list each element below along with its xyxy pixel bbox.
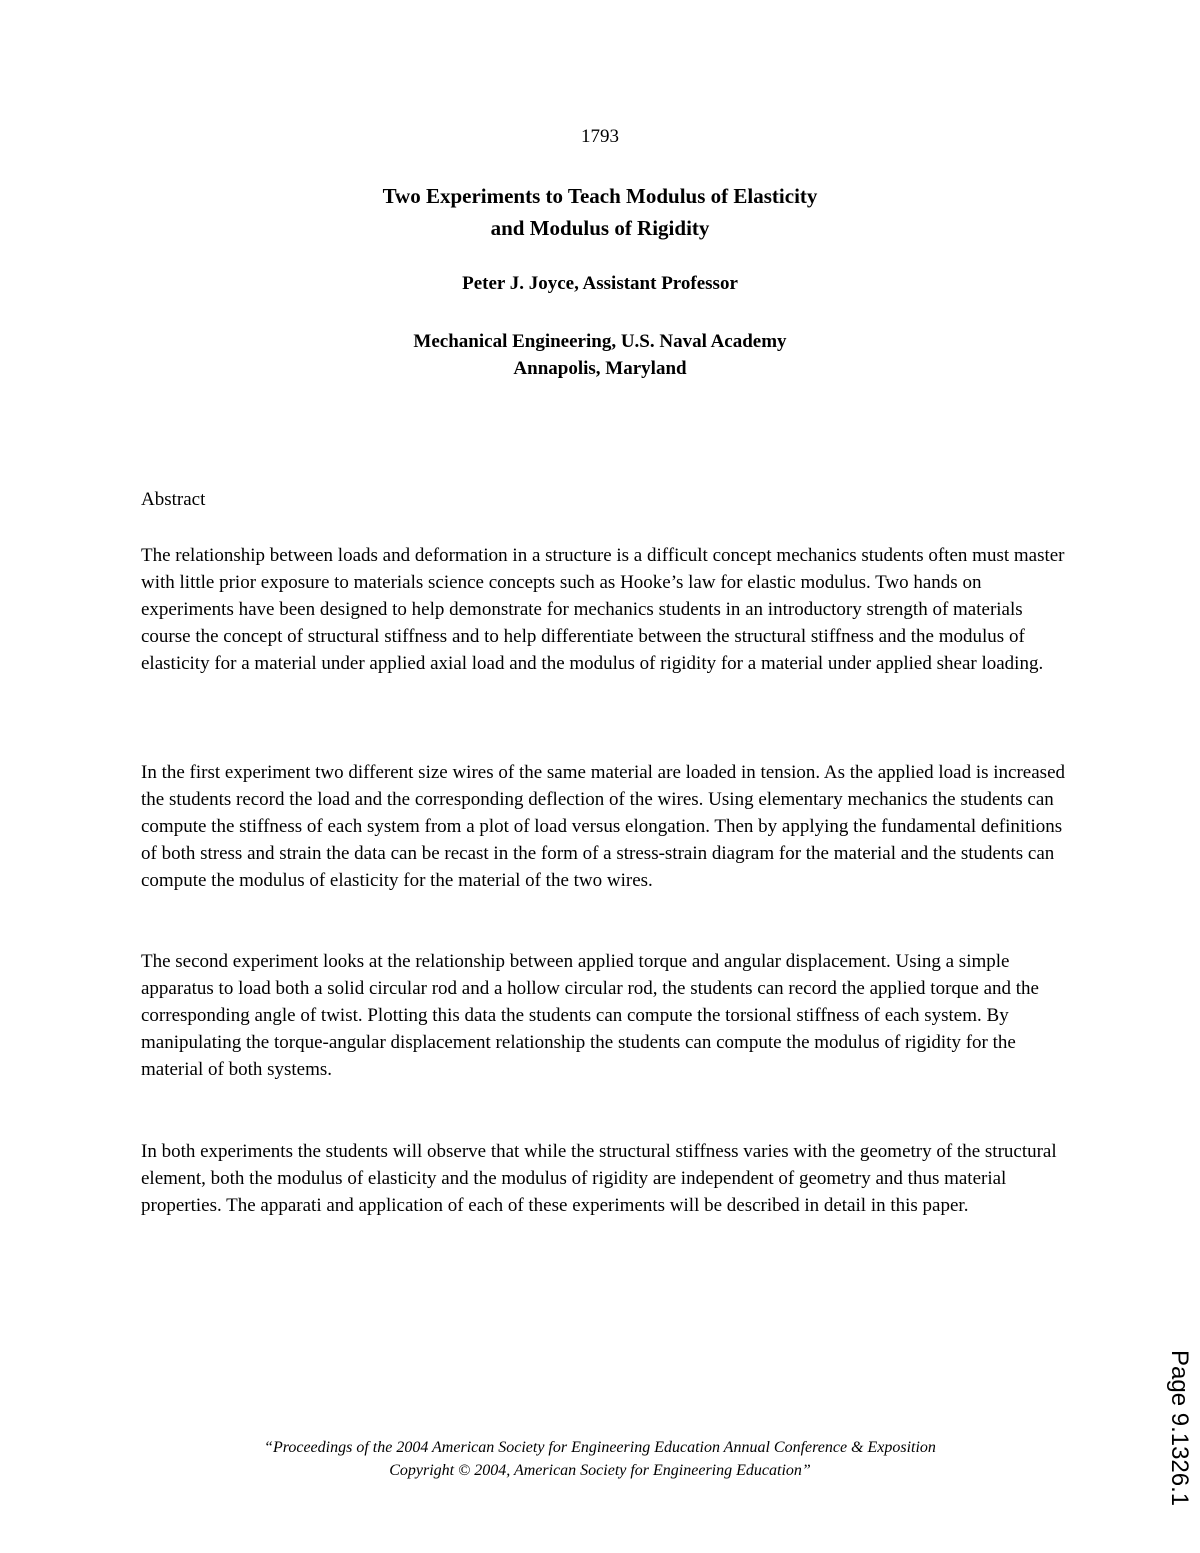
abstract-paragraph-2: In the first experiment two different size wires of the same material are loaded in tension. As the applied load is increased the students record the load and the corresponding deflection of the wires. Using elementary mechanics the students can compute the stiffness of each system from a plot of load versus elongation. Then by applying the fundamental definitions of both stress and strain the data can be recast in the form of a stress-strain diagram for the material and the students can compute the modulus of elasticity for the material of the two wires. bbox=[141, 762, 1066, 891]
abstract-heading: Abstract bbox=[141, 489, 206, 510]
proceedings-footer bbox=[0, 1436, 1200, 1482]
paper-title bbox=[0, 180, 1200, 244]
affiliation bbox=[0, 328, 1200, 382]
author-line: Peter J. Joyce, Assistant Professor bbox=[462, 273, 738, 294]
footer-copyright-line: Copyright © 2004, American Society for Engineering Education” bbox=[389, 1462, 811, 1479]
abstract-paragraph-1: The relationship between loads and deformation in a structure is a difficult concept mechanics students often must master with little prior exposure to materials science concepts such as Hooke’s law for elastic modulus. Two hands on experiments have been designed to help demonstrate for mechanics students in an introductory strength of materials course the concept of structural stiffness and to help differentiate between the structural stiffness and the modulus of elasticity for a material under applied axial load and the modulus of rigidity for a material under applied shear loading. bbox=[141, 545, 1065, 674]
side-page-stamp-text: Page 9.1326.1 bbox=[1166, 1350, 1193, 1507]
page-number: 1793 bbox=[581, 126, 619, 147]
affiliation-location: Annapolis, Maryland bbox=[513, 358, 687, 379]
abstract-paragraph-4: In both experiments the students will observe that while the structural stiffness varies with the geometry of the structural element, both the modulus of elasticity and the modulus of rigidity are independent of geometry and thus material properties. The apparati and application of each of these experiments will be described in detail in this paper. bbox=[141, 1141, 1057, 1216]
paper-title-line-1: Two Experiments to Teach Modulus of Elasticity bbox=[382, 184, 818, 208]
abstract-paragraph-3: The second experiment looks at the relationship between applied torque and angular displacement. Using a simple apparatus to load both a solid circular rod and a hollow circular rod, the students can record the applied torque and the corresponding angle of twist. Plotting this data the students can compute the torsional stiffness of each system. By manipulating the torque-angular displacement relationship the students can compute the modulus of rigidity for the material of both systems. bbox=[141, 951, 1039, 1080]
paper-title-line-2: and Modulus of Rigidity bbox=[490, 216, 710, 240]
footer-proceedings-line: “Proceedings of the 2004 American Society for Engineering Education Annual Conference & Exposition bbox=[264, 1439, 936, 1456]
affiliation-department: Mechanical Engineering, U.S. Naval Academy bbox=[413, 331, 787, 352]
side-page-stamp bbox=[1155, 1350, 1195, 1510]
